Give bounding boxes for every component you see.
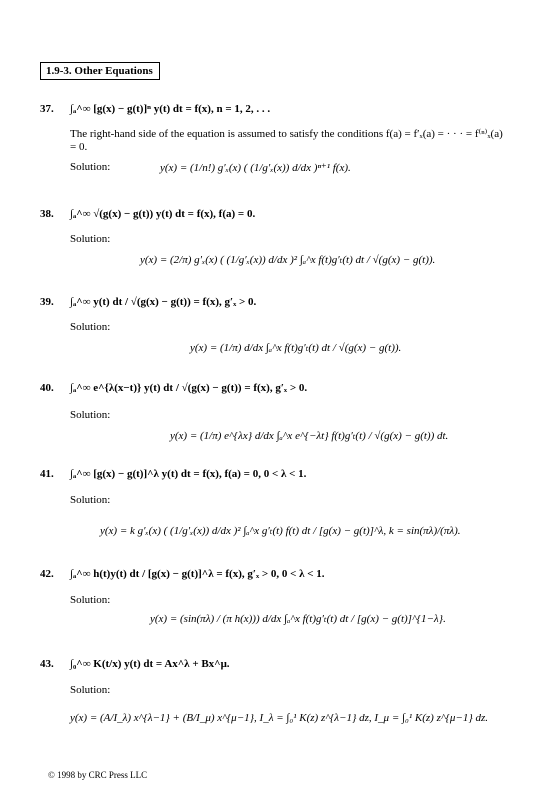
equation-note: The right-hand side of the equation is assumed to satisfy the conditions f(a) = f′ₓ(a) = · · · = f⁽ⁿ⁾ₓ(a) = 0. bbox=[70, 128, 503, 153]
solution-label: Solution: bbox=[70, 161, 111, 173]
equation-number: 40. bbox=[40, 382, 54, 394]
equation-40 bbox=[40, 372, 510, 452]
equation-number: 43. bbox=[40, 658, 54, 670]
equation-38 bbox=[40, 200, 510, 280]
equation-42 bbox=[40, 558, 510, 638]
equation-main: ∫ₐ^∞ √(g(x) − g(t)) y(t) dt = f(x), f(a) = 0. bbox=[70, 208, 256, 220]
equation-37 bbox=[40, 95, 510, 185]
solution-label: Solution: bbox=[70, 594, 111, 606]
equation-main: ∫ₐ^∞ [g(x) − g(t)]^λ y(t) dt = f(x), f(a) = 0, 0 < λ < 1. bbox=[70, 468, 307, 480]
solution-label: Solution: bbox=[70, 494, 111, 506]
solution-label: Solution: bbox=[70, 321, 111, 333]
equation-39 bbox=[40, 288, 510, 368]
section-heading: 1.9-3. Other Equations bbox=[40, 62, 160, 80]
equation-number: 37. bbox=[40, 103, 54, 115]
equation-main: ∫ₐ^∞ e^{λ(x−t)} y(t) dt / √(g(x) − g(t)) = f(x), g′ₓ > 0. bbox=[70, 382, 308, 394]
solution-formula: y(x) = (1/n!) g′ₓ(x) ( (1/g′ₓ(x)) d/dx )ⁿ⁺¹ f(x). bbox=[160, 162, 351, 174]
equation-main: ∫ₐ^∞ y(t) dt / √(g(x) − g(t)) = f(x), g′ₓ > 0. bbox=[70, 296, 257, 308]
solution-formula: y(x) = (sin(πλ) / (π h(x))) d/dx ∫ₐ^x f(t)g′ₜ(t) dt / [g(x) − g(t)]^{1−λ}. bbox=[150, 613, 446, 625]
solution-formula: y(x) = (1/π) e^{λx} d/dx ∫ₐ^x e^{−λt} f(t)g′ₜ(t) / √(g(x) − g(t)) dt. bbox=[170, 430, 449, 442]
solution-formula: y(x) = (1/π) d/dx ∫ₐ^x f(t)g′ₜ(t) dt / √(g(x) − g(t)). bbox=[190, 342, 402, 354]
equation-number: 41. bbox=[40, 468, 54, 480]
solution-formula: y(x) = k g′ₓ(x) ( (1/g′ₓ(x)) d/dx )² ∫ₐ^x g′ₜ(t) f(t) dt / [g(x) − g(t)]^λ, k = sin(πλ)/(πλ). bbox=[100, 525, 461, 537]
solution-formula: y(x) = (2/π) g′ₓ(x) ( (1/g′ₓ(x)) d/dx )² ∫ₐ^x f(t)g′ₜ(t) dt / √(g(x) − g(t)). bbox=[140, 254, 436, 266]
solution-label: Solution: bbox=[70, 233, 111, 245]
equation-number: 42. bbox=[40, 568, 54, 580]
equation-main: ∫ₐ^∞ [g(x) − g(t)]ⁿ y(t) dt = f(x), n = 1, 2, . . . bbox=[70, 103, 271, 115]
solution-label: Solution: bbox=[70, 684, 111, 696]
equation-41 bbox=[40, 458, 510, 548]
solution-label: Solution: bbox=[70, 409, 111, 421]
solution-formula: y(x) = (A/I_λ) x^{λ−1} + (B/I_μ) x^{μ−1}, I_λ = ∫₀¹ K(z) z^{λ−1} dz, I_μ = ∫₀¹ K(z) z^{μ−1} dz. bbox=[70, 712, 489, 724]
equation-main: ∫₀^∞ K(t/x) y(t) dt = Ax^λ + Bx^μ. bbox=[70, 658, 230, 670]
copyright-footer: © 1998 by CRC Press LLC bbox=[48, 770, 148, 780]
equation-number: 39. bbox=[40, 296, 54, 308]
equation-main: ∫ₐ^∞ h(t)y(t) dt / [g(x) − g(t)]^λ = f(x), g′ₓ > 0, 0 < λ < 1. bbox=[70, 568, 325, 580]
equation-number: 38. bbox=[40, 208, 54, 220]
equation-43 bbox=[40, 648, 510, 738]
